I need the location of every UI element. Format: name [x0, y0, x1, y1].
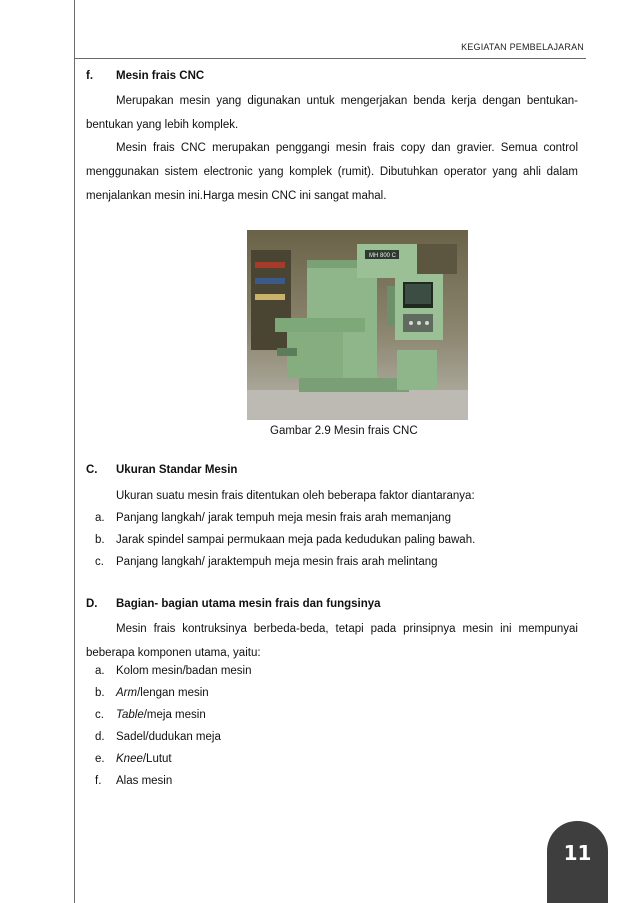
running-head: KEGIATAN PEMBELAJARAN [461, 42, 584, 52]
section-d-letter: D. [86, 598, 98, 610]
list-item: d. Sadel/dudukan meja [95, 731, 221, 743]
section-d-title: Bagian- bagian utama mesin frais dan fungsinya [116, 598, 381, 610]
section-f-paragraph-1: Merupakan mesin yang digunakan untuk mengerjakan benda kerja dengan bentukan-bentukan yang lebih komplek. [86, 95, 578, 131]
section-d-intro: Mesin frais kontruksinya berbeda-beda, tetapi pada prinsipnya mesin ini mempunyai beberapa komponen utama, yaitu: [86, 623, 578, 659]
section-f-paragraph-2: Mesin frais CNC merupakan penggangi mesin frais copy dan gravier. Semua control menggunakan sistem electronic yang komplek (rumit). Dibutuhkan operator yang ahli dalam menjalankan mesin ini.Harga mesin CNC ini sangat mahal. [86, 142, 578, 202]
section-f-letter: f. [86, 70, 94, 82]
section-d-list [95, 660, 575, 792]
section-c-title: Ukuran Standar Mesin [116, 464, 238, 476]
machine-label: MH 800 C [369, 253, 397, 259]
section-c-heading [86, 464, 237, 476]
figure-caption: Gambar 2.9 Mesin frais CNC [270, 425, 418, 437]
page-number: 11 [563, 841, 592, 865]
section-f-heading [86, 70, 204, 82]
section-c-letter: C. [86, 464, 98, 476]
list-item: e. Knee/Lutut [95, 753, 172, 765]
list-item: a. Panjang langkah/ jarak tempuh meja mesin frais arah memanjang [95, 512, 451, 524]
list-item: b. Jarak spindel sampai permukaan meja pada kedudukan paling bawah. [95, 534, 476, 546]
page-number-tab [547, 821, 608, 903]
section-c-intro: Ukuran suatu mesin frais ditentukan oleh beberapa faktor diantaranya: [116, 490, 475, 502]
margin-rule [74, 0, 75, 903]
list-item: c. Panjang langkah/ jaraktempuh meja mesin frais arah melintang [95, 556, 438, 568]
section-c-list [95, 507, 575, 573]
section-f-title: Mesin frais CNC [116, 70, 205, 82]
cnc-machine-photo [247, 230, 468, 420]
list-item: a. Kolom mesin/badan mesin [95, 665, 252, 677]
list-item: f. Alas mesin [95, 775, 173, 787]
list-item: c. Table/meja mesin [95, 709, 206, 721]
header-rule [74, 58, 586, 59]
list-item: b. Arm/lengan mesin [95, 687, 209, 699]
section-d-heading [86, 598, 381, 610]
